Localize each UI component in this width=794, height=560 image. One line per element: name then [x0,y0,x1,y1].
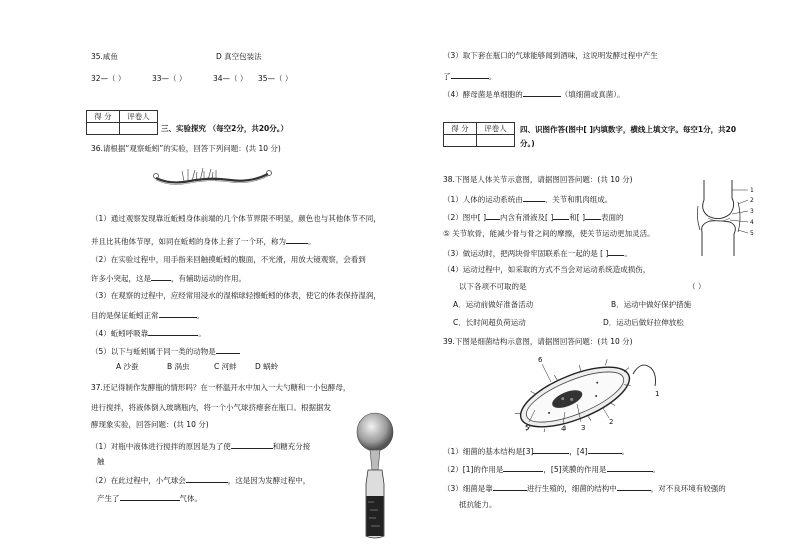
grader-header: 评卷人 [120,111,158,123]
answer-34: 34—（ ） [213,74,248,83]
q36-stem: 36.请根据“观察蚯蚓”的实验，回答下列问题：(共 10 分) [91,144,281,153]
q39-blank-6[interactable] [617,483,651,491]
q38-p4-line2: 以下各项不可取的是 [459,282,527,291]
bacterium-diagram [505,352,665,432]
q39-p1-end: 。 [621,447,630,456]
score-table-section4 [443,122,515,147]
score-cell[interactable] [444,135,477,147]
bacterium-label-1: 1 [655,390,660,398]
q36-p2-end: ，有辅助运动的作用。 [171,274,246,283]
q36-p2-text: 许多小突起，这是 [91,274,151,283]
q36-p4 [91,328,206,338]
q37-p1-mid: 和糖充分接 [272,442,311,451]
q38-option-d: D．运动后做好拉伸放松 [603,318,684,327]
score-header: 得 分 [444,123,477,135]
answer-33: 33—（ ） [152,74,187,83]
q37-p2-text2: 产生了 [97,494,120,503]
q39-blank-4[interactable] [607,464,653,472]
q37-p2-mid: ，这是因为发酵过程中， [227,476,311,485]
q36-blank-5[interactable] [216,346,240,354]
q39-p1-text: （1）细菌的基本结构是[3] [443,447,534,456]
q36-option-a: A 沙蚕 [116,362,139,371]
q39-p3-text: （3）细菌是靠 [443,484,493,493]
q36-p2-line2 [91,273,246,283]
q38-blank-3[interactable] [553,212,569,220]
earthworm-illustration [150,163,275,193]
q39-blank-5[interactable] [493,483,527,491]
q37-stem-line2: 进行搅拌，将液体倒入玻璃瓶内，将一个小气球挤瘪套在瓶口。根据据发 [91,403,331,412]
q37-stem-line1: 37.还记得制作发酵瓶的情形吗？在一杯温开水中加入一大勺糖和一小包酵母， [91,383,351,392]
q36-p5-text: （5）以下与蚯蚓属于同一类的动物是 [91,347,216,356]
q36-p3-line2 [91,310,204,320]
joint-label-1: 1 [750,187,754,194]
q37-p1-cont: 触 [97,457,105,466]
q38-blank-1[interactable] [523,194,545,202]
q39-p2-text: （2）[1]的作用是 [443,465,504,474]
q38-p2-cont: ⑤ 关节软骨，能减少骨与骨之间的摩擦，使关节运动更加灵活。 [443,229,655,238]
q39-p2 [443,464,660,474]
q36-p5 [91,346,240,356]
q37-p2-text: （2）在此过程中，小气球会 [91,476,186,485]
score-cell[interactable] [87,123,120,135]
q39-p3-cont: 抵抗能力。 [459,500,497,509]
answer-35: 35—（ ） [258,74,293,83]
section4-title-line1: 四、识图作答(图中[ ]内填数字，横线上填文字。每空1分，共20 [520,125,737,134]
q37-p3-line2 [443,71,496,81]
q38-p3-text: （3）做运动时，把两块骨牢固联系在一起的是 [ ] [443,249,609,258]
q39-p3-mid: 进行生殖的，细菌的结构中 [526,484,617,493]
q38-answer-paren[interactable]: （ ） [688,282,706,291]
q37-blank-2[interactable] [186,475,228,483]
q39-stem: 39.下图是细菌结构示意图，请据图回答问题：(共 10 分) [443,337,633,346]
q39-blank-2[interactable] [588,446,622,454]
score-table-section3 [86,110,158,135]
answer-32: 32—（ ） [91,74,126,83]
q38-stem: 38.下图是人体关节示意图，请据图回答问题：(共 10 分) [443,175,633,184]
q36-option-c: C 河蚌 [214,362,237,371]
q37-stem-line3: 酵现象实验，回答问题：(共 10 分) [91,420,209,429]
bacterium-label-2: 2 [609,418,614,426]
grader-cell[interactable] [477,135,515,147]
q38-p4: （4）运动过程中，如采取的方式不当会对运动系统造成损伤， [443,265,651,274]
q35-option-c: 35.咸鱼 [91,52,118,61]
q38-p1-text: （1）人体的运动系统由 [443,195,523,204]
q38-p2-b: 内含有滑液及[ ] [500,213,554,222]
bacterium-label-4: 4 [561,425,566,432]
section3-title: 三、实验探究 （每空2分，共20分。） [161,124,289,133]
q37-p2-cont [97,493,202,503]
q38-p1-end: 、关节和肌肉组成。 [544,195,613,204]
q37-blank-4[interactable] [451,71,489,79]
joint-diagram [694,178,756,258]
joint-label-4: 4 [750,219,754,226]
q37-blank-1[interactable] [231,441,273,449]
q36-p3-line1: （3）在观察的过程中，应经常用浸水的湿棉球轻擦蚯蚓的体表，使它的体表保持湿润， [91,291,381,300]
bacterium-label-6: 6 [538,356,543,364]
section4-title-line2: 分。) [520,139,535,148]
q36-p1-line1: （1）通过观察发现靠近蚯蚓身体前端的几个体节界限不明显，颜色也与其他体节不同， [91,214,381,223]
bacterium-label-3: 3 [581,424,586,432]
q38-p2-a: （2）图中[ ] [443,213,487,222]
grader-cell[interactable] [120,123,158,135]
q38-blank-5[interactable] [608,248,624,256]
q37-p3-end: 。 [488,72,496,81]
q38-p3 [443,248,632,258]
q39-blank-3[interactable] [503,464,543,472]
q37-p4-text: （4）酵母菌是单细胞的 [443,90,523,99]
q37-blank-3[interactable] [120,493,180,501]
q36-p1-end: 。 [308,237,316,246]
q37-blank-5[interactable] [523,89,561,97]
q38-p2-d: 表面的 [601,213,624,222]
joint-label-2: 2 [750,197,754,204]
q37-p4 [443,89,625,99]
q38-option-b: B．运动中做好保护措施 [611,300,692,309]
q36-p3-text: 目的是保证蚯蚓正常 [91,311,159,320]
q38-blank-4[interactable] [585,212,601,220]
q39-p2-end: 。 [652,465,661,474]
q39-p2-mid: ，[5]荚膜的作用是 [543,465,607,474]
q37-p4-end: （填细菌或真菌）。 [560,90,625,99]
q39-p3 [443,483,726,493]
q39-p1 [443,446,629,456]
q38-option-c: C．长时间超负荷运动 [453,318,526,327]
q36-blank-1[interactable] [286,236,308,244]
q36-p1-text: 并且比其他体节厚，如同在蚯蚓的身体上套了一个环，称为 [91,237,286,246]
q39-p3-end: ，对不良环境有较强的 [650,484,726,493]
q36-blank-4[interactable] [148,328,198,336]
q36-p3-end: 。 [196,311,204,320]
fermentation-bottle-illustration [352,412,398,540]
joint-label-5: 5 [750,230,754,237]
q38-p3-end: 。 [624,249,632,258]
q38-blank-2[interactable] [486,212,500,220]
q39-p1-mid: ，[4] [569,447,588,456]
q37-p1-text: （1）对瓶中液体进行搅拌的原因是为了使 [91,442,231,451]
q37-p3-line1: （3）取下套在瓶口的气球能够闻到酒味，这说明发酵过程中产生 [443,51,658,60]
q36-option-b: B 涡虫 [167,362,190,371]
q36-blank-2[interactable] [151,273,171,281]
bacterium-label-5: 5 [525,424,530,432]
q36-p4-text: （4）蚯蚓呼吸靠 [91,329,149,338]
q37-p2-end: 气体。 [179,494,202,503]
joint-label-3: 3 [750,208,754,215]
q38-p1 [443,194,612,204]
q36-blank-3[interactable] [159,310,197,318]
q37-p3-text: 了 [443,72,451,81]
q37-p2 [91,475,310,485]
q35-option-d: D 真空包装法 [216,52,262,61]
q38-p2 [443,212,624,222]
q38-option-a: A．运动前做好准备活动 [453,300,534,309]
q36-option-d: D 蜗蛉 [255,362,279,371]
q36-p1-line2 [91,236,316,246]
q36-p4-end: 。 [198,329,206,338]
grader-header: 评卷人 [477,123,515,135]
q39-blank-1[interactable] [533,446,569,454]
score-header: 得 分 [87,111,120,123]
q36-p2-line1: （2）在实验过程中，用手指来回触摸蚯蚓的腹面，不光滑，用放大镜观察，会看到 [91,255,366,264]
q37-p1 [91,441,310,451]
q38-p2-c: 和[ ] [569,213,586,222]
